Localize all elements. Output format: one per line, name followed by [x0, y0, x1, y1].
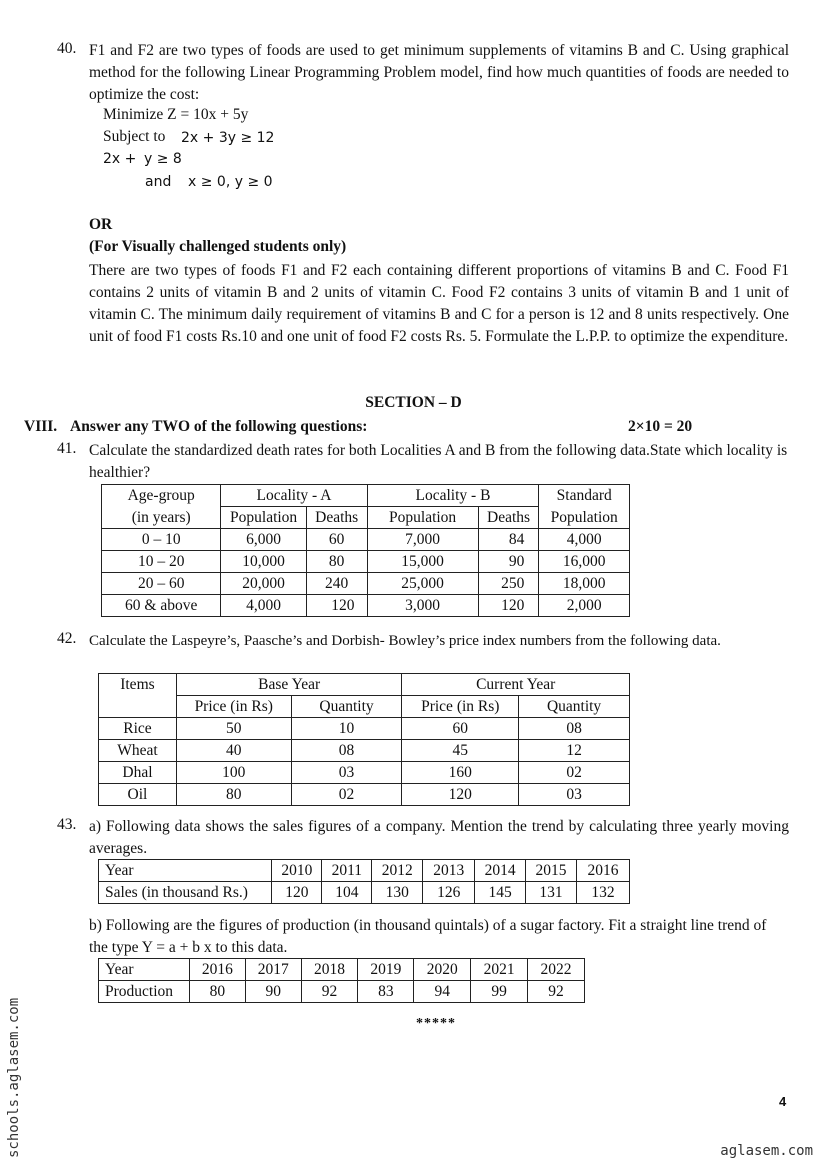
- cell: 2013: [423, 860, 475, 882]
- footer-text: aglasem.com: [720, 1143, 813, 1159]
- q43b-text: b) Following are the figures of production (in thousand quintals) of a sugar factory. Fit a straight line trend of the type Y = a + b x to this data.: [89, 917, 767, 956]
- q41-number: 41.: [57, 440, 77, 457]
- end-mark: *****: [416, 1016, 456, 1031]
- cell: 08: [291, 740, 402, 762]
- cell: 3,000: [367, 595, 478, 617]
- cell: 2012: [372, 860, 423, 882]
- cell: 240: [306, 573, 367, 595]
- header-std-population: Population: [539, 507, 630, 529]
- lp-constraint-2a: 2x +: [103, 151, 137, 167]
- section-part: VIII.: [24, 418, 58, 435]
- cell: Wheat: [99, 740, 177, 762]
- cell: Oil: [99, 784, 177, 806]
- lp-objective: Minimize Z = 10x + 5y: [103, 106, 249, 123]
- cell: 126: [423, 882, 475, 904]
- header-base-year: Base Year: [176, 674, 402, 696]
- cell: 80: [306, 551, 367, 573]
- cell: 2022: [528, 959, 585, 981]
- lp-nonnegativity: x ≥ 0, y ≥ 0: [188, 174, 273, 190]
- cell: 90: [245, 981, 301, 1003]
- cell: 40: [176, 740, 291, 762]
- cell: 99: [471, 981, 528, 1003]
- lp-and-label: and: [145, 174, 172, 190]
- q43a-text: a) Following data shows the sales figures of a company. Mention the trend by calculating three yearly moving averages.: [89, 818, 789, 857]
- cell: 120: [478, 595, 539, 617]
- cell: 90: [478, 551, 539, 573]
- cell: 03: [519, 784, 630, 806]
- header-current-year: Current Year: [402, 674, 630, 696]
- cell: 20,000: [221, 573, 306, 595]
- section-instruction: Answer any TWO of the following questions:: [70, 418, 368, 435]
- cell: 25,000: [367, 573, 478, 595]
- cell: 10 – 20: [102, 551, 221, 573]
- production-value-label: Production: [99, 981, 190, 1003]
- cell: 2016: [577, 860, 630, 882]
- table-row: [102, 551, 630, 573]
- cell: 80: [189, 981, 245, 1003]
- header-population-a: Population: [221, 507, 306, 529]
- sales-year-label: Year: [99, 860, 272, 882]
- header-in-years: (in years): [102, 507, 221, 529]
- cell: 20 – 60: [102, 573, 221, 595]
- header-population-b: Population: [367, 507, 478, 529]
- cell: 50: [176, 718, 291, 740]
- table-row: [99, 860, 630, 882]
- cell: 92: [528, 981, 585, 1003]
- cell: 2015: [526, 860, 577, 882]
- cell: 120: [306, 595, 367, 617]
- lp-constraint-1: 2x + 3y ≥ 12: [181, 130, 275, 146]
- table-row: [102, 529, 630, 551]
- page-number: 4: [779, 1094, 787, 1109]
- header-age-group: Age-group: [102, 485, 221, 507]
- vc-text: There are two types of foods F1 and F2 each containing different proportions of vitamins B and C. Food F1 contains 2 units of vitamin B and 2 units of vitamin C. Food F2 contains 3 units of vitamin B and 1 unit of vitamin C. The minimum daily requirement of vitamins B and C for a person is 12 and 8 units respectively. One unit of food F1 costs Rs.10 and one unit of food F2 costs Rs. 5. Formulate the L.P.P. to optimize the expenditure.: [89, 262, 789, 345]
- q42-text: Calculate the Laspeyre’s, Paasche’s and Dorbish- Bowley’s price index numbers from the following data.: [89, 633, 721, 649]
- lp-subject-label: Subject to: [103, 128, 166, 145]
- production-year-label: Year: [99, 959, 190, 981]
- cell: 60: [306, 529, 367, 551]
- sales-table: [98, 859, 630, 904]
- cell: 60 & above: [102, 595, 221, 617]
- or-label: OR: [89, 216, 113, 233]
- q43-number: 43.: [57, 816, 77, 833]
- cell: 18,000: [539, 573, 630, 595]
- cell: 2018: [301, 959, 358, 981]
- cell: 45: [402, 740, 519, 762]
- cell: 2016: [189, 959, 245, 981]
- cell: 92: [301, 981, 358, 1003]
- header-deaths-a: Deaths: [306, 507, 367, 529]
- cell: 6,000: [221, 529, 306, 551]
- cell: 10,000: [221, 551, 306, 573]
- header-locality-b: Locality - B: [367, 485, 539, 507]
- cell: 2,000: [539, 595, 630, 617]
- header-standard: Standard: [539, 485, 630, 507]
- header-price-current: Price (in Rs): [402, 696, 519, 718]
- table-row: [99, 718, 630, 740]
- cell: 104: [322, 882, 372, 904]
- cell: 94: [414, 981, 471, 1003]
- cell: 2017: [245, 959, 301, 981]
- header-locality-a: Locality - A: [221, 485, 367, 507]
- cell: 03: [291, 762, 402, 784]
- cell: 4,000: [221, 595, 306, 617]
- cell: 120: [402, 784, 519, 806]
- cell: 2019: [358, 959, 414, 981]
- cell: 02: [519, 762, 630, 784]
- table-row: [102, 573, 630, 595]
- table-row: [99, 740, 630, 762]
- cell: 02: [291, 784, 402, 806]
- cell: 16,000: [539, 551, 630, 573]
- table-row: [99, 762, 630, 784]
- q41-text: Calculate the standardized death rates for both Localities A and B from the following data.State which locality is healthier?: [89, 442, 788, 481]
- death-rate-table: [101, 484, 630, 617]
- price-index-table: [98, 673, 630, 806]
- q42-number: 42.: [57, 630, 77, 647]
- cell: 2010: [272, 860, 322, 882]
- cell: 83: [358, 981, 414, 1003]
- cell: 2020: [414, 959, 471, 981]
- production-table: [98, 958, 585, 1003]
- cell: 12: [519, 740, 630, 762]
- cell: 80: [176, 784, 291, 806]
- cell: 4,000: [539, 529, 630, 551]
- cell: 15,000: [367, 551, 478, 573]
- cell: 120: [272, 882, 322, 904]
- q40-number: 40.: [57, 40, 77, 57]
- cell: 160: [402, 762, 519, 784]
- header-deaths-b: Deaths: [478, 507, 539, 529]
- cell: Rice: [99, 718, 177, 740]
- cell: 2014: [475, 860, 526, 882]
- section-title: SECTION – D: [365, 394, 462, 411]
- table-row: [99, 959, 585, 981]
- cell: 0 – 10: [102, 529, 221, 551]
- q40-text: F1 and F2 are two types of foods are used to get minimum supplements of vitamins B and C. Using graphical method for the following Linear Programming Problem model, find how much quantities of foods are needed to optimize the cost:: [89, 42, 789, 103]
- cell: 10: [291, 718, 402, 740]
- cell: 131: [526, 882, 577, 904]
- cell: 250: [478, 573, 539, 595]
- vc-heading: (For Visually challenged students only): [89, 238, 347, 255]
- cell: 60: [402, 718, 519, 740]
- lp-constraint-2b: y ≥ 8: [144, 151, 182, 167]
- header-quantity-current: Quantity: [519, 696, 630, 718]
- cell: 84: [478, 529, 539, 551]
- header-items: Items: [99, 674, 177, 718]
- header-quantity-base: Quantity: [291, 696, 402, 718]
- cell: 7,000: [367, 529, 478, 551]
- table-row: [102, 595, 630, 617]
- header-price-base: Price (in Rs): [176, 696, 291, 718]
- section-marks: 2×10 = 20: [628, 418, 693, 435]
- cell: 145: [475, 882, 526, 904]
- cell: 2021: [471, 959, 528, 981]
- cell: 08: [519, 718, 630, 740]
- watermark-text: schools.aglasem.com: [6, 997, 22, 1158]
- sales-value-label: Sales (in thousand Rs.): [99, 882, 272, 904]
- cell: 132: [577, 882, 630, 904]
- table-row: [99, 981, 585, 1003]
- cell: 130: [372, 882, 423, 904]
- table-row: [99, 882, 630, 904]
- table-row: [99, 784, 630, 806]
- cell: 2011: [322, 860, 372, 882]
- cell: Dhal: [99, 762, 177, 784]
- cell: 100: [176, 762, 291, 784]
